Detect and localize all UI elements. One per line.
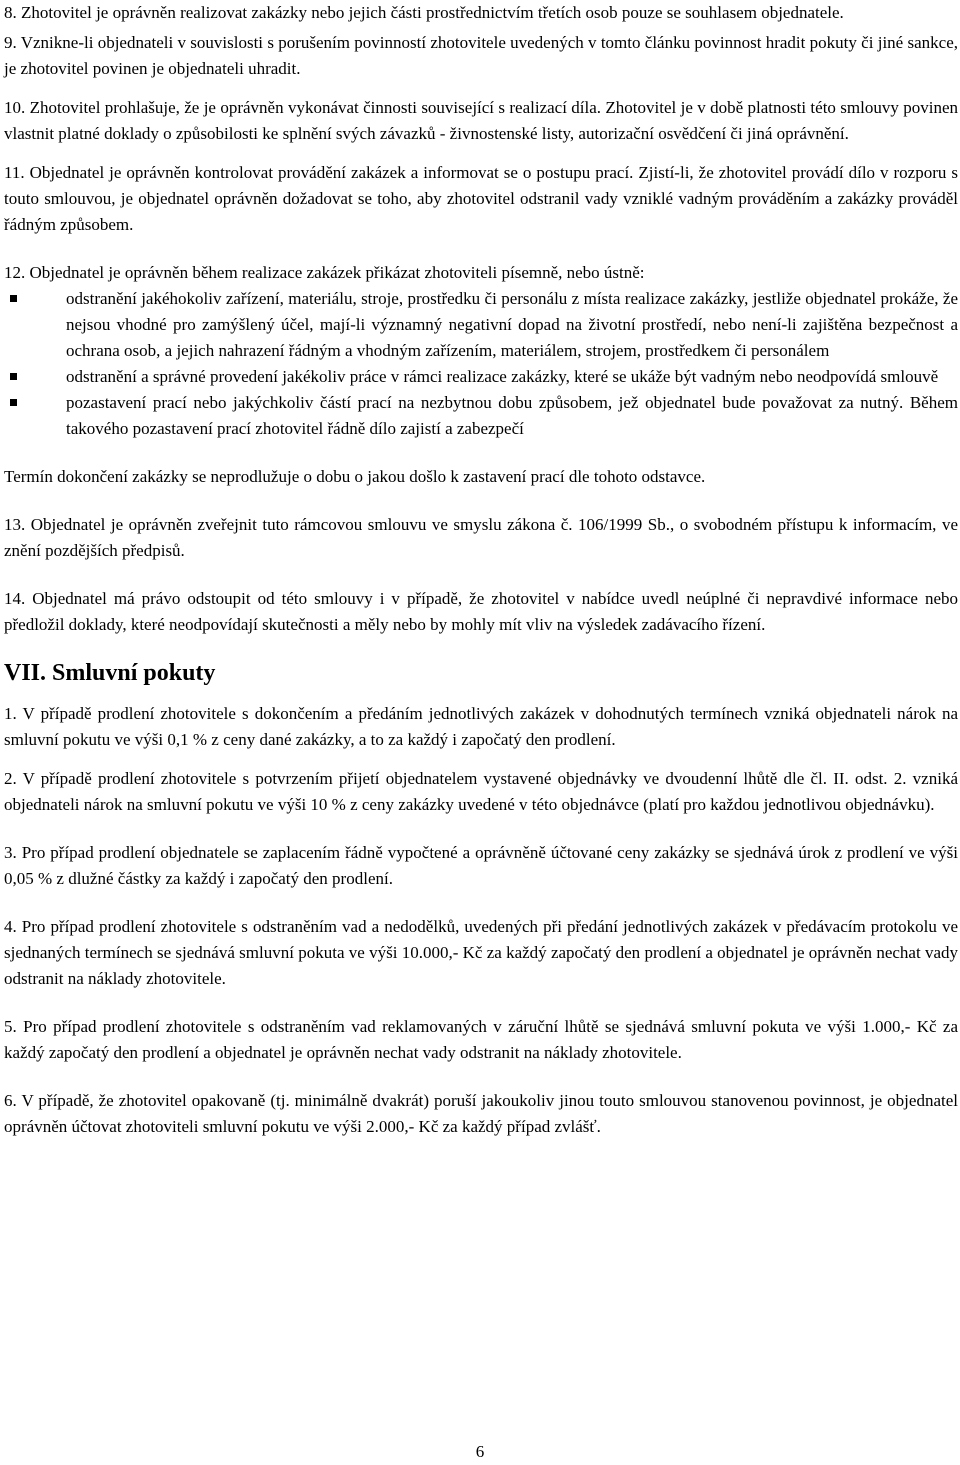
paragraph-9: 9. Vznikne-li objednateli v souvislosti s porušením povinností zhotovitele uvedených v tomto článku povinnost hradit pokuty či jiné sankce, je zhotovitel povinen je objednateli uhradit. xyxy=(4,33,958,78)
list-item xyxy=(4,286,958,364)
paragraph-12-intro: 12. Objednatel je oprávněn během realizace zakázek přikázat zhotoviteli písemně, nebo ústně: xyxy=(4,263,645,282)
paragraph-8: 8. Zhotovitel je oprávněn realizovat zakázky nebo jejich části prostřednictvím třetích osob pouze se souhlasem objednatele. xyxy=(4,3,844,22)
paragraph-14: 14. Objednatel má právo odstoupit od této smlouvy i v případě, že zhotovitel v nabídce uvedl neúplné či nepravdivé informace nebo předložil doklady, které neodpovídají skutečnosti a měly nebo by mohly mít vliv na výsledek zadávacího řízení. xyxy=(4,589,958,634)
list-item-text: odstranění jakéhokoliv zařízení, materiálu, stroje, prostředku či personálu z místa realizace zakázky, jestliže objednatel prokáže, že nejsou vhodné pro zamýšlený účel, mají-li významný negativní dopad na životní prostředí, nebo není-li zajištěna bezpečnost a ochrana osob, a jejich nahrazení řádným a vhodným zařízením, materiálem, strojem, prostředkem či personálem xyxy=(66,289,958,360)
penalty-item-1: 1. V případě prodlení zhotovitele s dokončením a předáním jednotlivých zakázek v dohodnutých termínech vzniká objednateli nárok na smluvní pokutu ve výši 0,1 % z ceny dané zakázky, a to za každý i započatý den prodlení. xyxy=(4,704,958,749)
document-page xyxy=(4,0,958,1140)
penalty-item-6: 6. V případě, že zhotovitel opakovaně (tj. minimálně dvakrát) poruší jakoukoliv jinou touto smlouvou stanovenou povinnost, je objednatel oprávněn účtovat zhotoviteli smluvní pokutu ve výši 2.000,- Kč za každý případ zvlášť. xyxy=(4,1091,958,1136)
paragraph-12-list xyxy=(4,286,958,442)
paragraph-13: 13. Objednatel je oprávněn zveřejnit tuto rámcovou smlouvu ve smyslu zákona č. 106/1999 Sb., o svobodném přístupu k informacím, ve znění pozdějších předpisů. xyxy=(4,515,958,560)
list-item-text: pozastavení prací nebo jakýchkoliv částí prací na nezbytnou dobu způsobem, jež objednatel bude považovat za nutný. Během takového pozastavení prací zhotovitel řádně dílo zajistí a zabezpečí xyxy=(66,393,958,438)
list-item xyxy=(4,390,958,442)
paragraph-11: 11. Objednatel je oprávněn kontrolovat provádění zakázek a informovat se o postupu prací. Zjistí-li, že zhotovitel provádí dílo v rozporu s touto smlouvou, je objednatel oprávněn dožadovat se toho, aby zhotovitel odstranil vady vzniklé vadným prováděním a zakázky prováděl řádným způsobem. xyxy=(4,163,958,234)
list-item xyxy=(4,364,958,390)
square-bullet-icon xyxy=(10,399,17,406)
penalty-item-3: 3. Pro případ prodlení objednatele se zaplacením řádně vypočtené a oprávněně účtované ceny zakázky se sjednává úrok z prodlení ve výši 0,05 % z dlužné částky za každý i započatý den prodlení. xyxy=(4,843,958,888)
page-number: 6 xyxy=(475,1442,485,1461)
penalty-item-2: 2. V případě prodlení zhotovitele s potvrzením přijetí objednatelem vystavené objednávky ve dvoudenní lhůtě dle čl. II. odst. 2. vzniká objednateli nárok na smluvní pokutu ve výši 10 % z ceny zakázky uvedené v této objednávce (platí pro každou jednotlivou objednávku). xyxy=(4,769,958,814)
penalty-item-5: 5. Pro případ prodlení zhotovitele s odstraněním vad reklamovaných v záruční lhůtě se sjednává smluvní pokuta ve výši 1.000,- Kč za každý započatý den prodlení a objednatel je oprávněn nechat vady odstranit na náklady zhotovitele. xyxy=(4,1017,958,1062)
list-item-text: odstranění a správné provedení jakékoliv práce v rámci realizace zakázky, které se ukáže být vadným nebo neodpovídá smlouvě xyxy=(66,367,939,386)
penalty-item-4: 4. Pro případ prodlení zhotovitele s odstraněním vad a nedodělků, uvedených při předání jednotlivých zakázek v předávacím protokolu ve sjednaných termínech se sjednává smluvní pokuta ve výši 10.000,- Kč za každý započatý den prodlení a objednatel je oprávněn nechat vady odstranit na náklady zhotovitele. xyxy=(4,917,958,988)
square-bullet-icon xyxy=(10,295,17,302)
paragraph-12-term: Termín dokončení zakázky se neprodlužuje o dobu o jakou došlo k zastavení prací dle tohoto odstavce. xyxy=(4,467,706,486)
square-bullet-icon xyxy=(10,373,17,380)
paragraph-10: 10. Zhotovitel prohlašuje, že je oprávněn vykonávat činnosti související s realizací díla. Zhotovitel je v době platnosti této smlouvy povinen vlastnit platné doklady o způsobilosti ke splnění svých závazků - živnostenské listy, autorizační osvědčení či jiná oprávnění. xyxy=(4,98,958,143)
section-heading: VII. Smluvní pokuty xyxy=(4,660,216,686)
